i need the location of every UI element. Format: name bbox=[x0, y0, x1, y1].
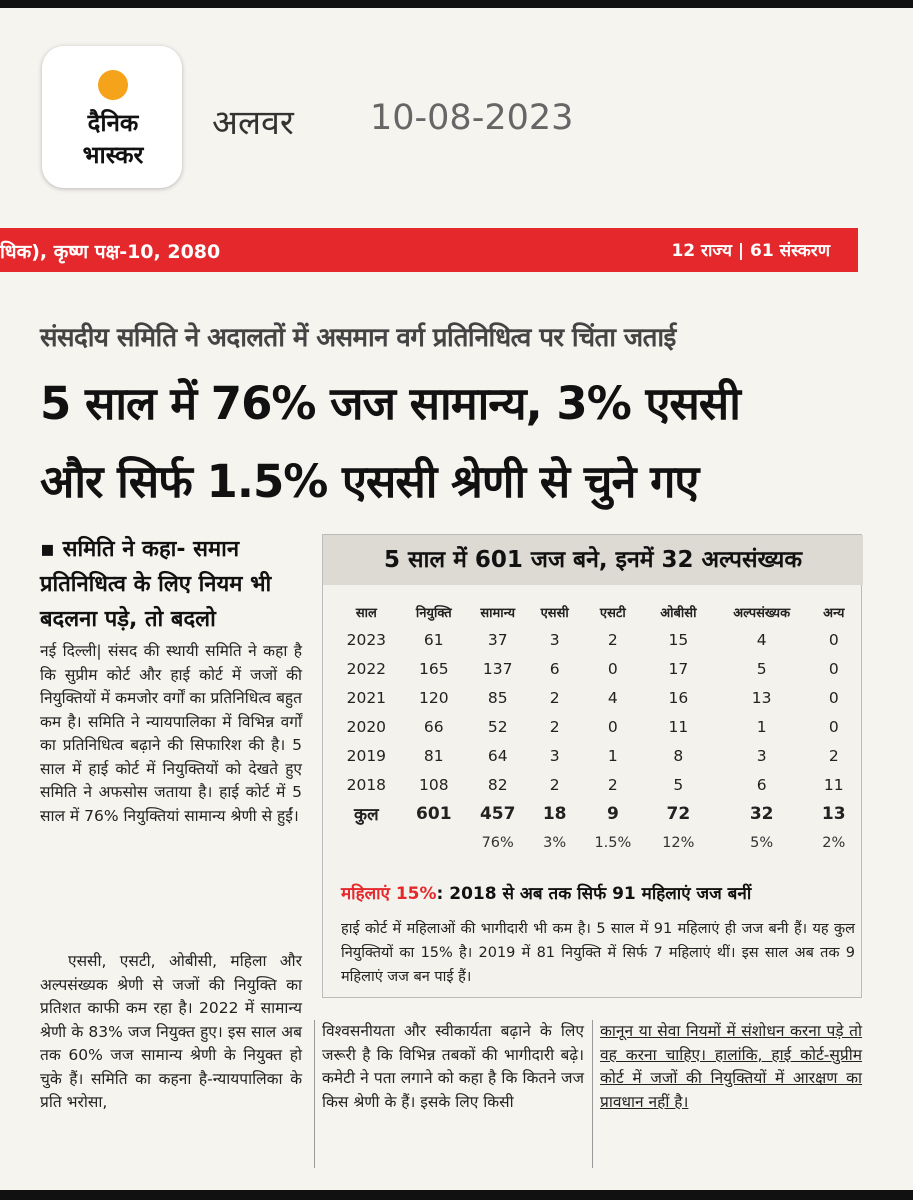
col-header: एससी bbox=[540, 606, 569, 621]
table-cell: 0 bbox=[828, 717, 839, 736]
stats-title: 5 साल में 601 जज बने, इनमें 32 अल्पसंख्यक bbox=[323, 535, 863, 585]
table-row bbox=[331, 654, 855, 683]
table-cell: 81 bbox=[423, 746, 444, 765]
column-divider bbox=[592, 1020, 593, 1168]
article-column-3: कानून या सेवा नियमों में संशोधन करना पड़े तो वह करना चाहिए। हालांकि, हाई कोर्ट-सुप्रीम कोर्ट में जजों की नियुक्तियों में आरक्षण का प्रावधान नहीं है। bbox=[600, 1022, 862, 1111]
logo-text-line2: भास्कर bbox=[82, 140, 144, 169]
women-headline: : 2018 से अब तक सिर्फ 91 महिलाएं जज बनीं bbox=[436, 884, 752, 904]
table-cell: 108 bbox=[418, 775, 449, 794]
table-row bbox=[331, 741, 855, 770]
table-cell: 5 bbox=[673, 775, 684, 794]
table-total-row bbox=[331, 799, 855, 828]
table-cell: 165 bbox=[418, 659, 449, 678]
table-row bbox=[331, 683, 855, 712]
table-cell: 1.5% bbox=[594, 834, 632, 851]
table-cell: 1 bbox=[607, 746, 618, 765]
table-cell: 37 bbox=[487, 630, 508, 649]
table-row bbox=[331, 770, 855, 799]
table-cell: 61 bbox=[423, 630, 444, 649]
main-headline-line2: और सिर्फ 1.5% एससी श्रेणी से चुने गए bbox=[40, 455, 699, 508]
table-cell bbox=[331, 828, 402, 857]
logo-text-line1: दैनिक bbox=[87, 108, 139, 137]
table-cell: 18 bbox=[542, 803, 567, 824]
article-subhead: ▪ समिति ने कहा- समान प्रतिनिधित्व के लिए नियम भी बदलना पड़े, तो बदलो bbox=[40, 537, 272, 632]
band-left-text: धिक), कृष्ण पक्ष-10, 2080 bbox=[0, 241, 221, 263]
table-cell: 2021 bbox=[346, 688, 387, 707]
table-cell: 13 bbox=[751, 688, 772, 707]
col-header: साल bbox=[355, 606, 377, 621]
table-cell: 8 bbox=[673, 746, 684, 765]
table-cell: 13 bbox=[821, 803, 846, 824]
table-cell: 64 bbox=[487, 746, 508, 765]
top-border bbox=[0, 0, 913, 8]
table-cell bbox=[402, 828, 466, 857]
table-percent-row bbox=[331, 828, 855, 857]
col-header: अन्य bbox=[823, 606, 845, 621]
table-cell: 3% bbox=[543, 834, 567, 851]
table-cell: 76% bbox=[481, 834, 514, 851]
col-header: नियुक्ति bbox=[415, 606, 452, 621]
table-cell: कुल bbox=[354, 805, 379, 825]
table-cell: 2% bbox=[822, 834, 846, 851]
table-cell: 2018 bbox=[346, 775, 387, 794]
table-cell: 3 bbox=[549, 746, 560, 765]
judge-appointments-table bbox=[331, 599, 855, 857]
table-cell: 2022 bbox=[346, 659, 387, 678]
table-cell: 5% bbox=[750, 834, 774, 851]
table-row bbox=[331, 712, 855, 741]
edition-city: अलवर bbox=[212, 103, 294, 143]
table-cell: 601 bbox=[416, 803, 452, 824]
bottom-border bbox=[0, 1190, 913, 1200]
table-cell: 66 bbox=[423, 717, 444, 736]
table-cell: 457 bbox=[479, 803, 516, 824]
table-cell: 72 bbox=[666, 803, 691, 824]
table-cell: 0 bbox=[828, 688, 839, 707]
table-cell: 1 bbox=[756, 717, 767, 736]
table-cell: 3 bbox=[756, 746, 767, 765]
article-paragraph-2: एससी, एसटी, ओबीसी, महिला और अल्पसंख्यक श्रेणी से जजों की नियुक्ति का प्रतिशत काफी कम रहा है। 2022 में सामान्य श्रेणी के 83% जज नियुक्त हुए। इस साल अब तक 60% जज सामान्य श्रेणी के नियुक्त हो चुके हैं। समिति का कहना है-न्यायपालिका के प्रति भरोसा, bbox=[40, 952, 302, 1111]
table-cell: 4 bbox=[607, 688, 618, 707]
table-cell: 5 bbox=[756, 659, 767, 678]
col-header: ओबीसी bbox=[660, 606, 697, 621]
table-cell: 0 bbox=[828, 630, 839, 649]
table-cell: 0 bbox=[607, 659, 618, 678]
article-column-2: विश्वसनीयता और स्वीकार्यता बढ़ाने के लिए जरूरी है कि विभिन्न तबकों की भागीदारी बढ़े। कमेटी ने पता लगाने को कहा है कि कितने जज किस श्रेणी के हैं। इसके लिए किसी bbox=[322, 1022, 584, 1111]
table-cell: 2 bbox=[828, 746, 839, 765]
table-cell: 3 bbox=[549, 630, 560, 649]
table-cell: 2 bbox=[607, 630, 618, 649]
table-cell: 2 bbox=[607, 775, 618, 794]
col-header: एसटी bbox=[599, 606, 626, 621]
table-cell: 82 bbox=[487, 775, 508, 794]
kicker-headline: संसदीय समिति ने अदालतों में असमान वर्ग प्रतिनिधित्व पर चिंता जताई bbox=[40, 323, 676, 353]
table-cell: 6 bbox=[756, 775, 767, 794]
table-cell: 2 bbox=[549, 717, 560, 736]
table-cell: 15 bbox=[668, 630, 689, 649]
table-cell: 12% bbox=[662, 834, 695, 851]
table-cell: 6 bbox=[549, 659, 560, 678]
edition-date: 10-08-2023 bbox=[370, 98, 574, 138]
article-paragraph-1: नई दिल्ली| संसद की स्थायी समिति ने कहा है कि सुप्रीम कोर्ट और हाई कोर्ट में जजों की नियुक्तियों में कमजोर वर्गों का प्रतिनिधित्व बहुत कम है। समिति ने न्यायपालिका में विभिन्न वर्गों का प्रतिनिधित्व बढ़ाने की सिफारिश की है। 5 साल में हाई कोर्ट में नियुक्तियों को देखते हुए समिति ने अफसोस जताया है। हाई कोर्ट में 5 साल में 76% नियुक्तियां सामान्य श्रेणी से हुईं। bbox=[40, 642, 302, 825]
table-cell: 0 bbox=[828, 659, 839, 678]
sun-logo-icon bbox=[98, 70, 128, 100]
col-header: अल्पसंख्यक bbox=[733, 606, 791, 621]
table-cell: 2019 bbox=[346, 746, 387, 765]
table-cell: 85 bbox=[487, 688, 508, 707]
stats-box bbox=[322, 534, 862, 998]
col-header: सामान्य bbox=[480, 606, 516, 621]
women-subheading bbox=[341, 881, 861, 904]
table-cell: 11 bbox=[668, 717, 689, 736]
table-cell: 16 bbox=[668, 688, 689, 707]
table-cell: 0 bbox=[607, 717, 618, 736]
table-row bbox=[331, 625, 855, 654]
table-cell: 2023 bbox=[346, 630, 387, 649]
masthead-band bbox=[0, 228, 858, 272]
column-divider bbox=[314, 1020, 315, 1168]
newspaper-logo bbox=[42, 46, 182, 188]
table-cell: 17 bbox=[668, 659, 689, 678]
table-cell: 4 bbox=[756, 630, 767, 649]
table-cell: 2 bbox=[549, 775, 560, 794]
table-cell: 11 bbox=[823, 775, 844, 794]
women-paragraph: हाई कोर्ट में महिलाओं की भागीदारी भी कम है। 5 साल में 91 महिलाएं ही जज बनी हैं। यह कुल नियुक्तियों का 15% है। 2019 में 81 नियुक्ति में सिर्फ 7 महिलाएं थीं। इस साल अब तक 9 महिलाएं जज बन पाई हैं। bbox=[341, 921, 855, 985]
table-cell: 2 bbox=[549, 688, 560, 707]
table-cell: 9 bbox=[606, 803, 619, 824]
table-cell: 52 bbox=[487, 717, 508, 736]
main-headline-line1: 5 साल में 76% जज सामान्य, 3% एससी bbox=[40, 377, 740, 430]
women-label: महिलाएं 15% bbox=[341, 884, 437, 904]
table-cell: 137 bbox=[482, 659, 513, 678]
band-right-text: 12 राज्य | 61 संस्करण bbox=[671, 241, 830, 261]
table-cell: 2020 bbox=[346, 717, 387, 736]
table-cell: 120 bbox=[418, 688, 449, 707]
table-header-row bbox=[331, 599, 855, 625]
table-cell: 32 bbox=[749, 803, 774, 824]
